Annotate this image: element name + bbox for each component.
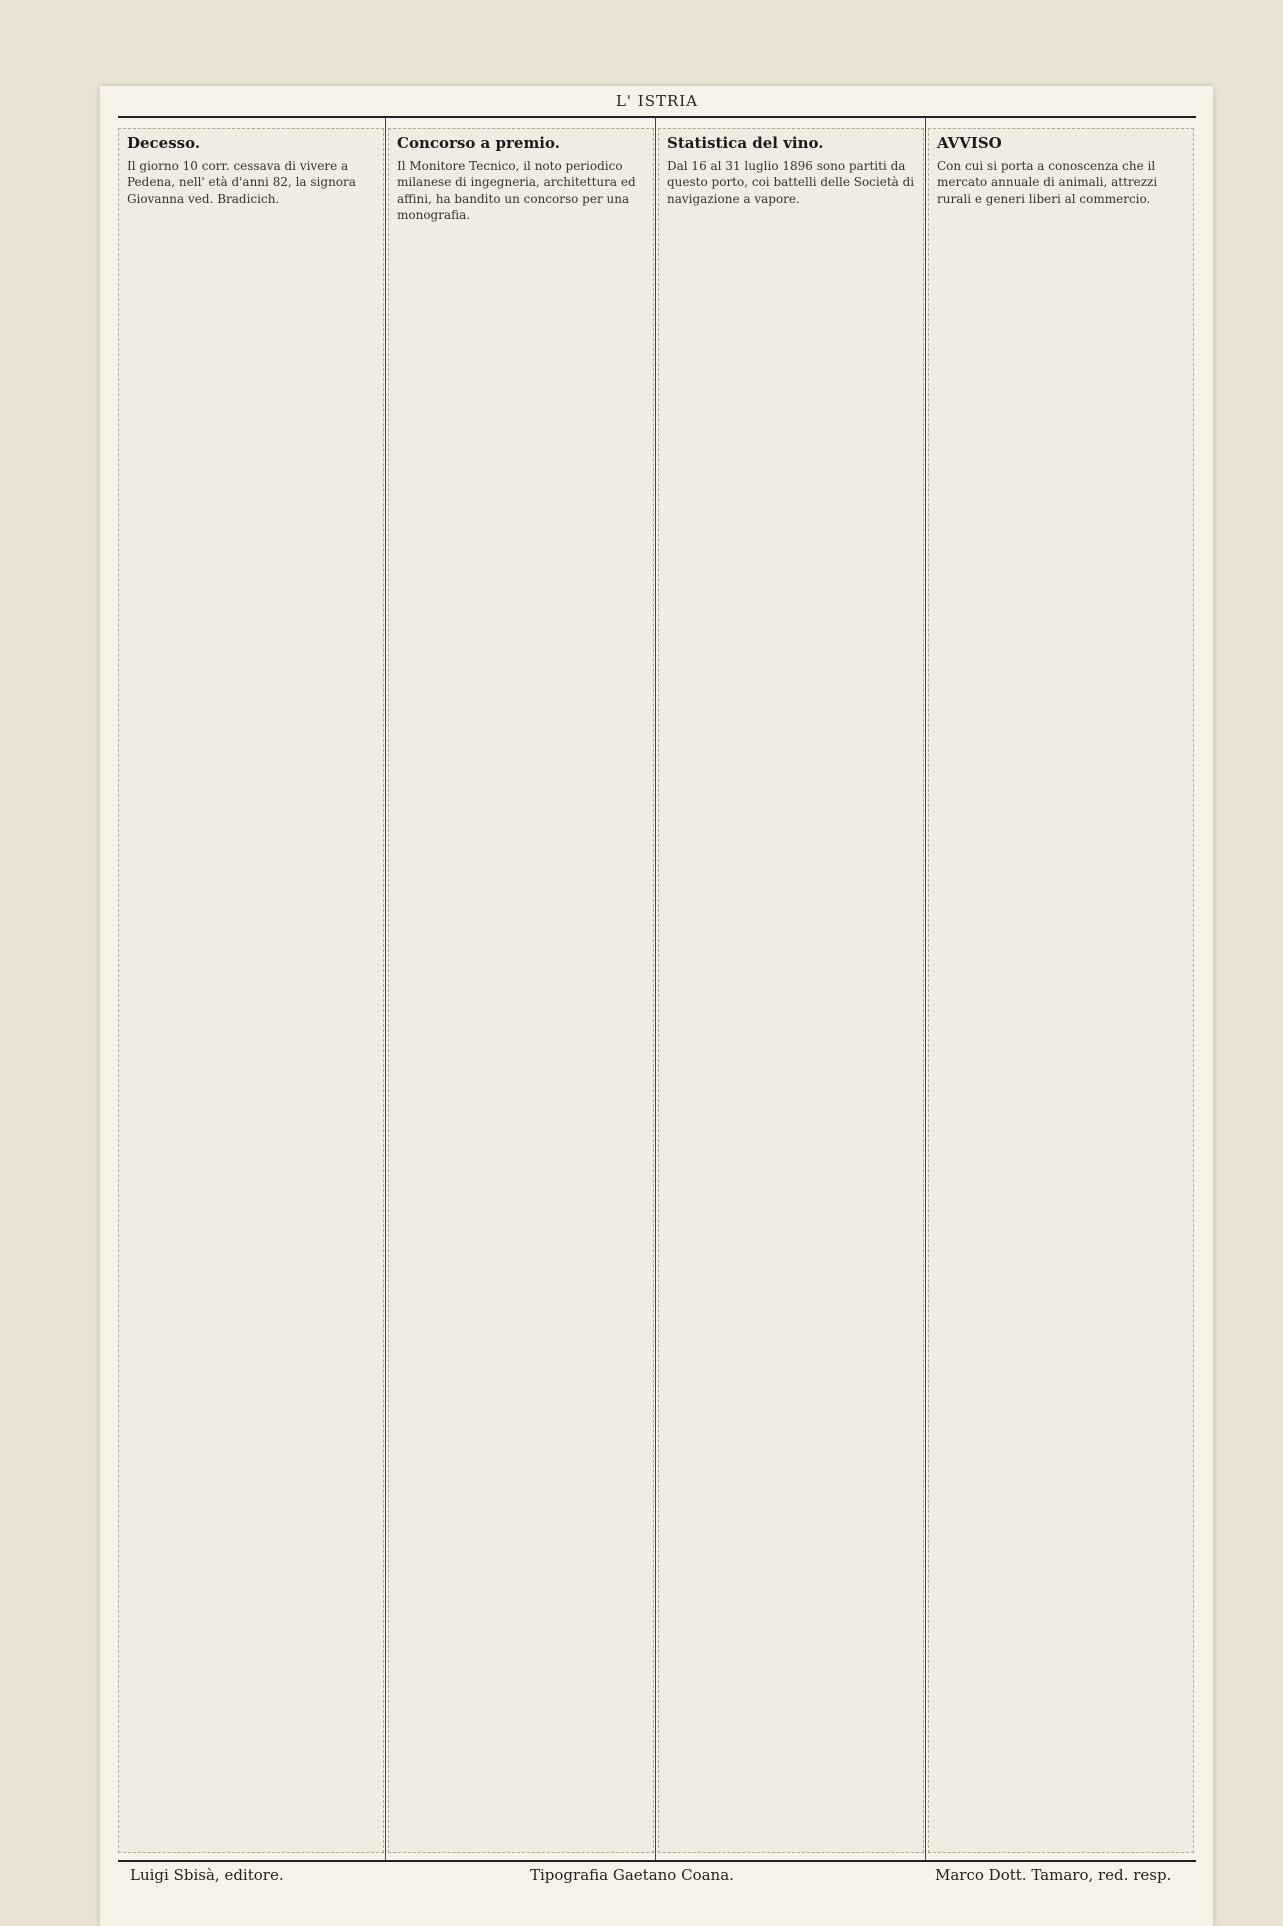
footer-editor: Marco Dott. Tamaro, red. resp.: [935, 1866, 1172, 1884]
column-text: Con cui si porta a conoscenza che il mercato annuale di animali, attrezzi rurali e generi liberi al commercio.: [937, 159, 1158, 206]
column-text: Il Monitore Tecnico, il noto periodico milanese di ingegneria, architettura ed affini, ha bandito un concorso per una monografia.: [397, 159, 636, 222]
footer-publisher: Luigi Sbisà, editore.: [130, 1866, 284, 1884]
bottom-rule: [118, 1860, 1196, 1862]
column-3: [658, 128, 924, 1853]
top-rule: [118, 116, 1196, 118]
column-divider: [385, 118, 386, 1860]
column-text: Il giorno 10 corr. cessava di vivere a Pedena, nell' età d'anni 82, la signora Giovanna ved. Bradicich.: [127, 159, 356, 206]
column-heading: AVVISO: [937, 134, 1002, 152]
masthead: L' ISTRIA: [615, 92, 699, 110]
column-divider: [925, 118, 926, 1860]
column-heading: Concorso a premio.: [397, 134, 560, 152]
column-4: [928, 128, 1194, 1853]
footer-printer: Tipografia Gaetano Coana.: [530, 1866, 734, 1884]
column-2: [388, 128, 654, 1853]
column-1: [118, 128, 384, 1853]
column-divider: [655, 118, 656, 1860]
column-text: Dal 16 al 31 luglio 1896 sono partiti da questo porto, coi battelli delle Società di navigazione a vapore.: [667, 159, 915, 206]
column-heading: Decesso.: [127, 134, 201, 152]
column-heading: Statistica del vino.: [667, 134, 824, 152]
